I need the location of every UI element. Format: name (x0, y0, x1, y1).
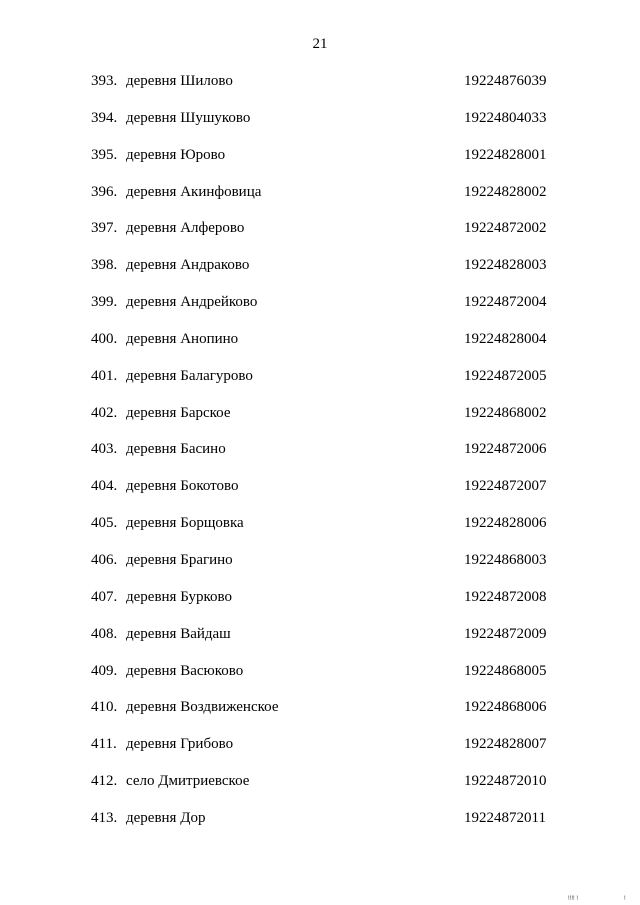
list-item (0, 72, 640, 109)
item-code: 19224828002 (464, 183, 547, 200)
list-item (0, 551, 640, 588)
item-code: 19224872008 (464, 588, 547, 605)
list-item (0, 256, 640, 293)
item-name: деревня Бокотово (126, 478, 239, 495)
item-name: деревня Вайдаш (126, 625, 231, 642)
list-item (0, 146, 640, 183)
list-item (0, 735, 640, 772)
item-name: деревня Васюково (126, 662, 244, 679)
item-code: 19224872009 (464, 625, 547, 642)
item-number: 395. (91, 146, 118, 163)
list-item (0, 404, 640, 441)
item-code: 19224868002 (464, 404, 547, 421)
item-code: 19224876039 (464, 73, 547, 89)
item-number: 410. (91, 699, 118, 716)
item-name: деревня Юрово (126, 146, 226, 163)
item-code: 19224828001 (464, 146, 547, 163)
item-number: 399. (91, 294, 118, 311)
list-item (0, 440, 640, 477)
item-code: 19224868005 (464, 662, 547, 679)
item-number: 394. (91, 109, 118, 126)
item-number: 411. (91, 736, 117, 753)
item-code: 19224872002 (464, 220, 547, 237)
list-item (0, 698, 640, 735)
item-name: деревня Дор (126, 809, 206, 826)
item-name: деревня Балагурово (126, 367, 253, 384)
item-name: село Дмитриевское (126, 773, 250, 790)
list-item (0, 330, 640, 367)
page-number: 21 (312, 36, 328, 52)
item-number: 404. (91, 478, 118, 495)
list-item (0, 219, 640, 256)
footer-mark: !!!! ! (568, 896, 579, 902)
list-item (0, 588, 640, 625)
item-name: деревня Андрейково (126, 294, 258, 311)
item-code: 19224804033 (464, 109, 547, 126)
item-number: 401. (91, 367, 118, 384)
item-name: деревня Барское (126, 404, 231, 421)
item-number: 393. (91, 73, 118, 89)
item-code: 19224828003 (464, 257, 547, 274)
item-code: 19224872006 (464, 441, 547, 458)
item-number: 408. (91, 625, 118, 642)
item-code: 19224872005 (464, 367, 547, 384)
item-name: деревня Воздвиженское (126, 699, 279, 716)
list-item (0, 477, 640, 514)
item-name: деревня Шилово (126, 73, 233, 89)
item-code: 19224872007 (464, 478, 547, 495)
item-code: 19224872010 (464, 773, 547, 790)
item-number: 396. (91, 183, 118, 200)
item-code: 19224828006 (464, 515, 547, 532)
item-code: 19224872011 (464, 809, 546, 826)
item-code: 19224828007 (464, 736, 547, 753)
list-item (0, 809, 640, 846)
item-code: 19224868003 (464, 551, 547, 568)
item-name: деревня Грибово (126, 736, 234, 753)
item-code: 19224868006 (464, 699, 547, 716)
list-item (0, 772, 640, 809)
item-number: 407. (91, 588, 118, 605)
list-item (0, 625, 640, 662)
item-number: 405. (91, 515, 118, 532)
item-name: деревня Акинфовица (126, 183, 262, 200)
list-item (0, 367, 640, 404)
item-number: 412. (91, 773, 118, 790)
item-name: деревня Брагино (126, 551, 233, 568)
item-name: деревня Борщовка (126, 515, 244, 532)
list-item (0, 662, 640, 699)
list-item (0, 514, 640, 551)
list-item (0, 183, 640, 220)
item-code: 19224828004 (464, 330, 547, 347)
item-number: 398. (91, 257, 118, 274)
item-name: деревня Бурково (126, 588, 232, 605)
item-number: 403. (91, 441, 118, 458)
item-number: 409. (91, 662, 118, 679)
item-number: 400. (91, 330, 118, 347)
footer-mark-secondary: ! (624, 896, 626, 902)
item-name: деревня Анопино (126, 330, 239, 347)
list-item (0, 109, 640, 146)
item-code: 19224872004 (464, 294, 547, 311)
item-number: 397. (91, 220, 118, 237)
settlement-list (0, 72, 640, 846)
item-name: деревня Алферово (126, 220, 245, 237)
list-item (0, 293, 640, 330)
item-name: деревня Шушуково (126, 109, 251, 126)
item-name: деревня Андраково (126, 257, 250, 274)
item-number: 402. (91, 404, 118, 421)
item-number: 406. (91, 551, 118, 568)
item-number: 413. (91, 809, 118, 826)
item-name: деревня Басино (126, 441, 226, 458)
